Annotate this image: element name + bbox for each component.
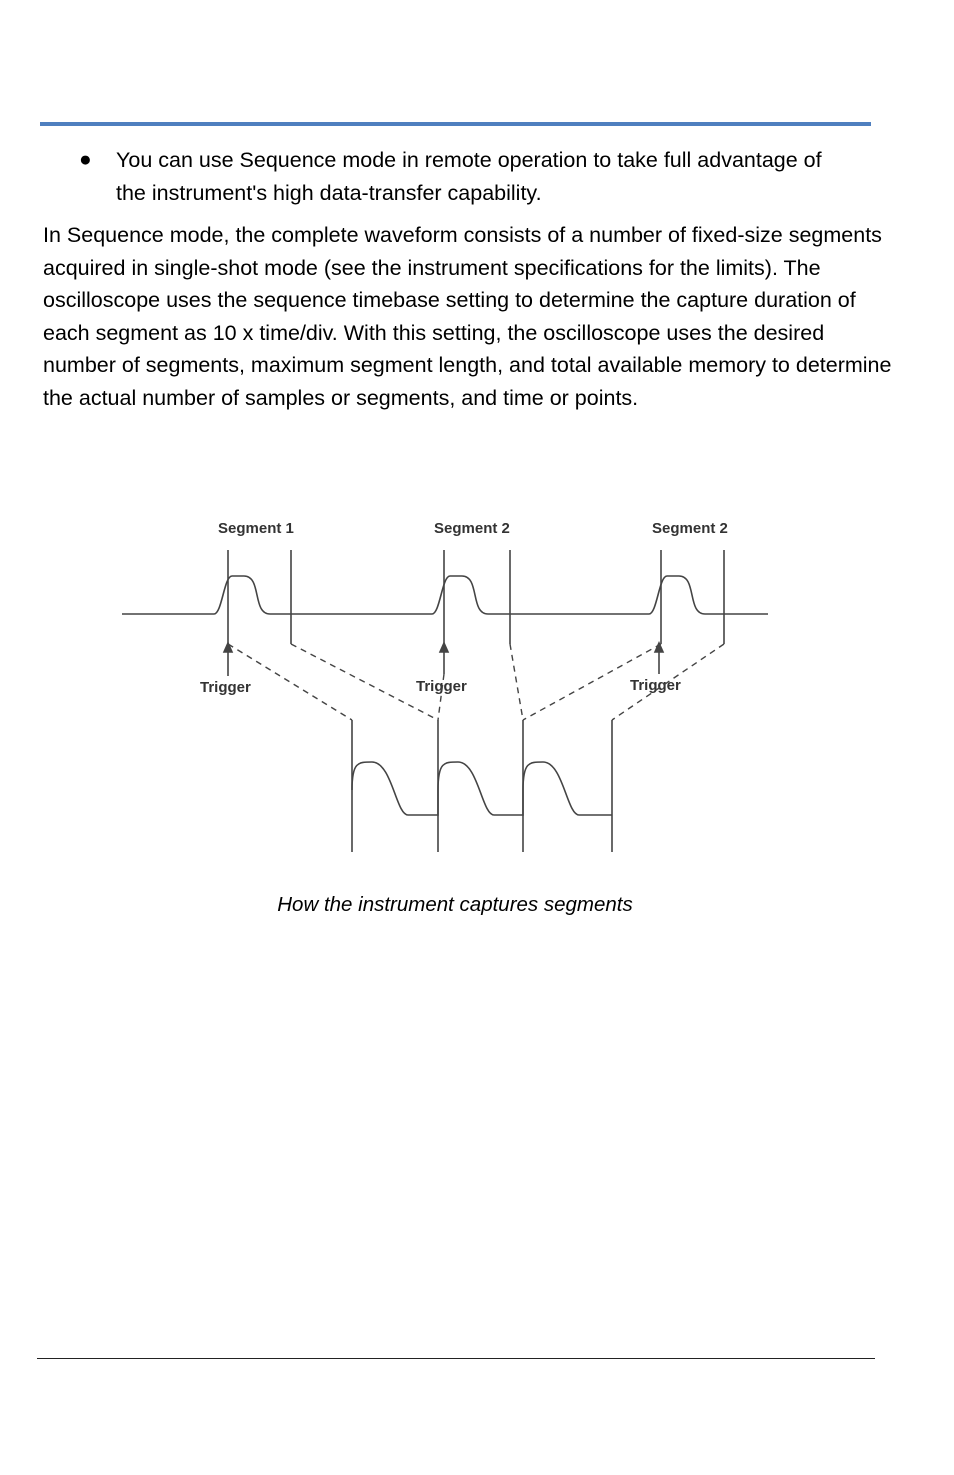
trigger-arrows — [224, 643, 663, 676]
sequence-segments-waveform — [352, 762, 612, 815]
bullet-icon: ● — [79, 148, 92, 171]
figure-caption: How the instrument captures segments — [277, 893, 633, 916]
bullet-list — [0, 144, 900, 209]
list-item — [0, 144, 836, 209]
footer-rule — [37, 1358, 875, 1359]
body-paragraph: In Sequence mode, the complete waveform consists of a number of fixed-size segments acquired in single-shot mode (see the instrument specifications for the limits). The oscilloscope uses the sequence timebase setting to determine the capture duration of each segment as 10 x time/div. With this setting, the oscilloscope uses the desired number of segments, maximum segment length, and total available memory to determine the actual number of samples or segments, and time or points. — [43, 223, 892, 410]
header-rule — [40, 122, 871, 126]
bullet-text: You can use Sequence mode in remote operation to take full advantage of the instrument's high data-transfer capability. — [116, 148, 822, 205]
trigger-label-3: Trigger — [630, 677, 681, 694]
sequence-mode-diagram — [110, 500, 790, 870]
trigger-label-2: Trigger — [416, 678, 467, 695]
trigger-label-1: Trigger — [200, 679, 251, 696]
segment-label-3: Segment 2 — [652, 520, 728, 537]
acquired-waveform — [122, 576, 768, 614]
segment-boundaries — [352, 720, 612, 852]
segment-label-1: Segment 1 — [218, 520, 294, 537]
segment-label-2: Segment 2 — [434, 520, 510, 537]
